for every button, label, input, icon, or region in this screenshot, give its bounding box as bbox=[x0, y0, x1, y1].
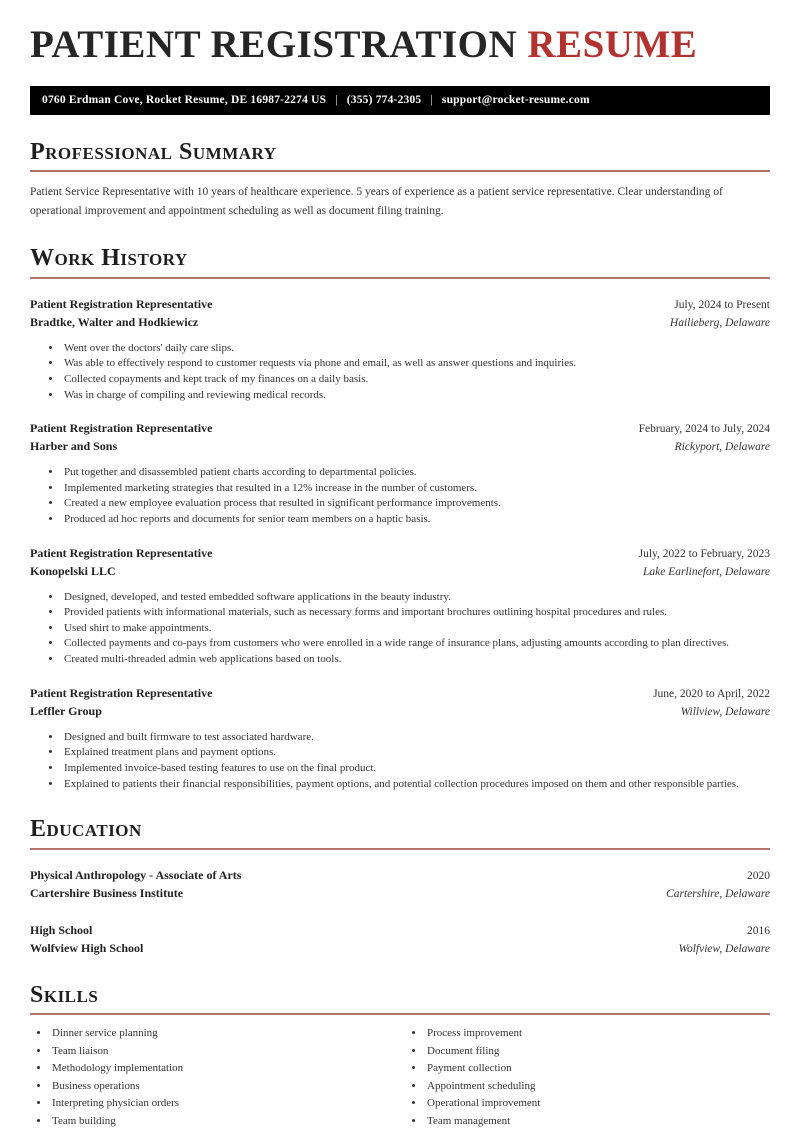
education-school: Wolfview High School bbox=[30, 940, 144, 955]
education-location: Cartershire, Delaware bbox=[666, 887, 770, 900]
education-degree: High School bbox=[30, 922, 93, 937]
job-title: Patient Registration Representative bbox=[30, 545, 213, 560]
contact-phone: (355) 774-2305 bbox=[346, 93, 422, 106]
job-location: Hailieberg, Delaware bbox=[669, 316, 770, 329]
contact-address: 0760 Erdman Cove, Rocket Resume, DE 16987-2274 US bbox=[42, 93, 327, 106]
job-dates: February, 2024 to July, 2024 bbox=[638, 423, 770, 436]
job-company-row bbox=[30, 314, 770, 332]
education-location: Wolfview, Delaware bbox=[678, 942, 770, 955]
skill-item: • Payment collection bbox=[425, 1061, 770, 1076]
skills-column-right bbox=[405, 1026, 770, 1132]
section-work-history bbox=[30, 245, 770, 792]
page-title bbox=[30, 25, 770, 66]
job-bullet: • Created a new employee evaluation process that resulted in significant performance improvements. bbox=[62, 496, 770, 512]
work-history-heading: Work History bbox=[30, 245, 188, 272]
section-skills bbox=[30, 982, 770, 1132]
job-company: Bradtke, Walter and Hodkiewicz bbox=[30, 314, 199, 329]
summary-heading: Professional Summary bbox=[30, 138, 277, 165]
contact-email: support@rocket-resume.com bbox=[441, 93, 590, 106]
education-degree-row bbox=[30, 867, 770, 885]
job-bullet: • Explained treatment plans and payment options. bbox=[62, 745, 770, 761]
job-bullet: • Implemented invoice-based testing features to use on the final product. bbox=[62, 761, 770, 777]
education-heading: Education bbox=[30, 816, 142, 843]
section-divider bbox=[30, 1013, 770, 1015]
skill-item: • Team liaison bbox=[50, 1044, 405, 1059]
title-main: PATIENT REGISTRATION bbox=[30, 23, 518, 66]
job-title: Patient Registration Representative bbox=[30, 685, 213, 700]
job-bullet: • Put together and disassembled patient charts according to departmental policies. bbox=[62, 465, 770, 481]
job-entry bbox=[30, 685, 770, 792]
skill-item: • Business operations bbox=[50, 1079, 405, 1094]
job-title-row bbox=[30, 685, 770, 703]
job-bullet: • Went over the doctors' daily care slips. bbox=[62, 341, 770, 357]
education-year: 2016 bbox=[747, 924, 770, 937]
title-accent: RESUME bbox=[527, 23, 698, 66]
job-bullet: • Created multi-threaded admin web applications based on tools. bbox=[62, 652, 770, 668]
job-company: Konopelski LLC bbox=[30, 563, 116, 578]
skills-column-left bbox=[30, 1026, 405, 1132]
education-entry bbox=[30, 867, 770, 903]
job-company: Harber and Sons bbox=[30, 439, 118, 454]
job-bullet: • Was able to effectively respond to customer requests via phone and email, as well as answer questions and inquiries. bbox=[62, 356, 770, 372]
job-bullet: • Collected payments and co-pays from customers who were enrolled in a wide range of insurance plans, adjusting amounts according to plan directives. bbox=[62, 636, 770, 652]
skill-item: • Appointment scheduling bbox=[425, 1079, 770, 1094]
job-bullet: • Designed, developed, and tested embedded software applications in the beauty industry. bbox=[62, 590, 770, 606]
education-entry bbox=[30, 922, 770, 958]
contact-separator: | bbox=[430, 93, 433, 106]
job-list bbox=[30, 296, 770, 792]
section-professional-summary bbox=[30, 139, 770, 221]
job-title-row bbox=[30, 296, 770, 314]
skill-item: • Document filing bbox=[425, 1044, 770, 1059]
skill-item: • Dinner service planning bbox=[50, 1026, 405, 1041]
contact-separator: | bbox=[335, 93, 338, 106]
job-title: Patient Registration Representative bbox=[30, 296, 213, 311]
job-dates: June, 2020 to April, 2022 bbox=[653, 687, 770, 700]
skills-columns bbox=[30, 1026, 770, 1132]
job-title: Patient Registration Representative bbox=[30, 421, 213, 436]
education-list bbox=[30, 867, 770, 958]
job-entry bbox=[30, 420, 770, 527]
job-bullet: • Was in charge of compiling and reviewing medical records. bbox=[62, 388, 770, 404]
section-education bbox=[30, 816, 770, 957]
education-school-row bbox=[30, 940, 770, 958]
job-location: Willview, Delaware bbox=[680, 705, 770, 718]
job-bullets bbox=[30, 341, 770, 403]
job-bullet: • Produced ad hoc reports and documents for senior team members on a haptic basis. bbox=[62, 512, 770, 528]
skill-item: • Methodology implementation bbox=[50, 1061, 405, 1076]
job-location: Lake Earlinefort, Delaware bbox=[642, 565, 770, 578]
skills-heading: Skills bbox=[30, 981, 99, 1008]
job-bullet: • Explained to patients their financial responsibilities, payment options, and potential collection procedures imposed on them and other responsible parties. bbox=[62, 777, 770, 793]
job-bullets bbox=[30, 590, 770, 668]
job-bullets bbox=[30, 465, 770, 527]
job-bullet: • Provided patients with informational materials, such as necessary forms and important brochures outlining hospital procedures and rules. bbox=[62, 605, 770, 621]
contact-bar bbox=[30, 86, 770, 115]
job-title-row bbox=[30, 420, 770, 438]
job-company: Leffler Group bbox=[30, 703, 102, 718]
job-entry bbox=[30, 296, 770, 403]
job-location: Rickyport, Delaware bbox=[674, 441, 770, 454]
section-divider bbox=[30, 170, 770, 172]
education-degree-row bbox=[30, 922, 770, 940]
job-entry bbox=[30, 545, 770, 668]
skill-item: • Process improvement bbox=[425, 1026, 770, 1041]
section-divider bbox=[30, 848, 770, 850]
job-bullet: • Used shirt to make appointments. bbox=[62, 621, 770, 637]
skill-item: • Team building bbox=[50, 1114, 405, 1129]
summary-text: Patient Service Representative with 10 years of healthcare experience. 5 years of experience as a patient service representative. Clear understanding of operational improvement and appointment scheduling as well as document filing training. bbox=[30, 186, 723, 218]
education-year: 2020 bbox=[747, 869, 770, 882]
job-bullet: • Designed and built firmware to test associated hardware. bbox=[62, 730, 770, 746]
job-bullet: • Collected copayments and kept track of my finances on a daily basis. bbox=[62, 372, 770, 388]
job-dates: July, 2022 to February, 2023 bbox=[638, 547, 770, 560]
education-degree: Physical Anthropology - Associate of Arts bbox=[30, 867, 242, 882]
job-bullet: • Implemented marketing strategies that resulted in a 12% increase in the number of customers. bbox=[62, 481, 770, 497]
job-company-row bbox=[30, 563, 770, 581]
job-bullets bbox=[30, 730, 770, 792]
job-dates: July, 2024 to Present bbox=[674, 298, 770, 311]
job-company-row bbox=[30, 703, 770, 721]
resume-document bbox=[0, 25, 800, 1132]
education-school-row bbox=[30, 885, 770, 903]
skill-item: • Team management bbox=[425, 1114, 770, 1129]
skill-item: • Operational improvement bbox=[425, 1096, 770, 1111]
skill-item: • Interpreting physician orders bbox=[50, 1096, 405, 1111]
job-title-row bbox=[30, 545, 770, 563]
education-school: Cartershire Business Institute bbox=[30, 885, 184, 900]
job-company-row bbox=[30, 438, 770, 456]
section-divider bbox=[30, 277, 770, 279]
